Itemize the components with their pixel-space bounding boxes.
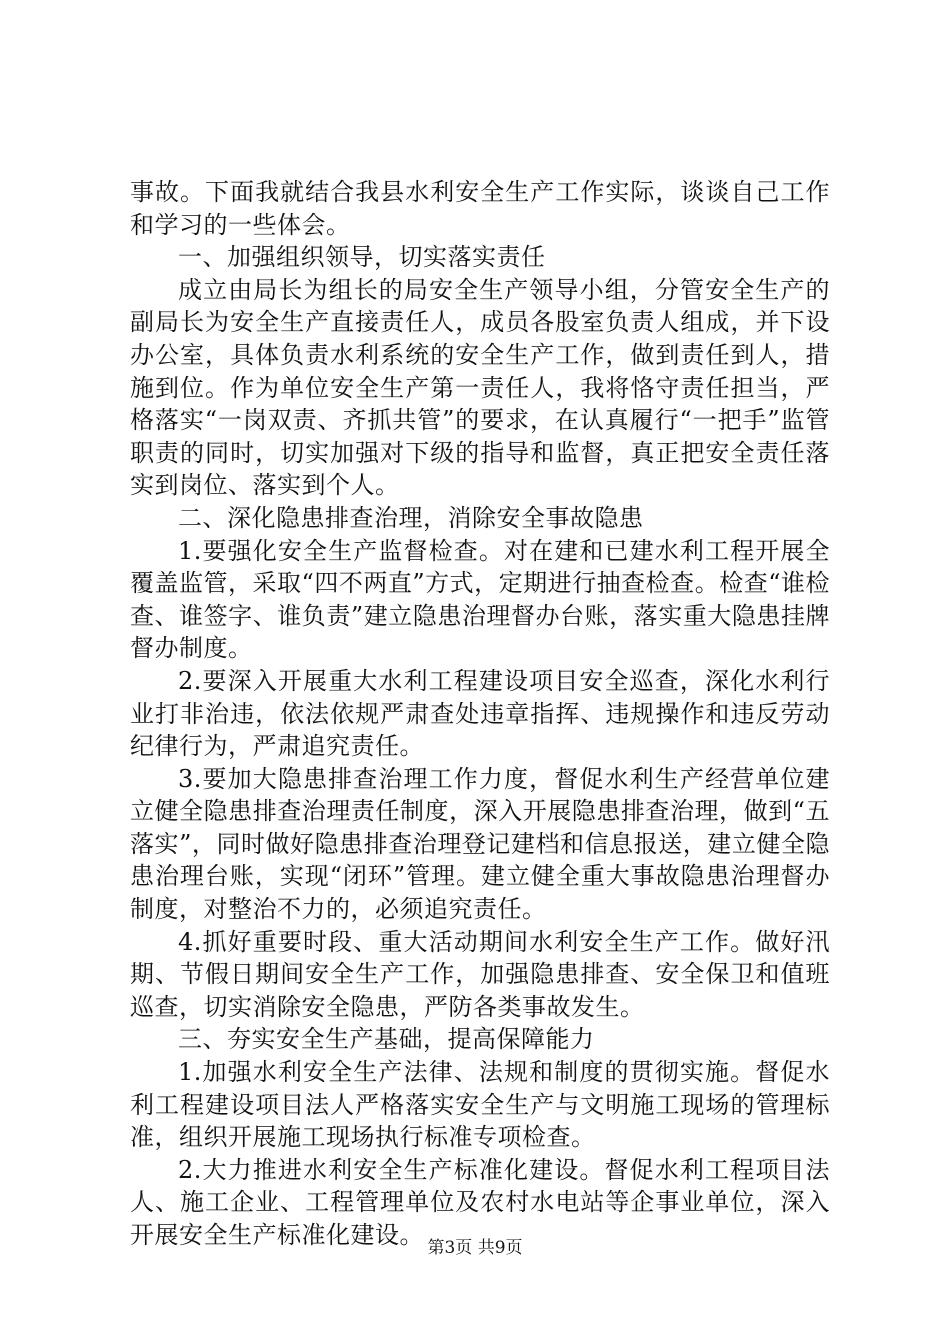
paragraph-item-2-2: 2.要深入开展重大水利工程建设项目安全巡查，深化水利行业打非治违，依法依规严肃查处违章指挥、违规操作和违反劳动纪律行为，严肃追究责任。 (130, 666, 830, 761)
section-heading-2: 二、深化隐患排查治理，消除安全事故隐患 (178, 503, 644, 532)
page-footer: 第3页 共9页 (427, 1238, 523, 1258)
paragraph-item-2-3: 3.要加大隐患排查治理工作力度，督促水利生产经营单位建立健全隐患排查治理责任制度，深入开展隐患排查治理，做到“五落实”，同时做好隐患排查治理登记建档和信息报送，建立健全隐患治理台账，实现“闭环”管理。建立健全重大事故隐患治理督办制度，对整治不力的，必须追究责任。 (130, 764, 830, 924)
document-body (130, 176, 830, 1252)
section-heading-3: 三、夯实安全生产基础，提高保障能力 (178, 1025, 595, 1054)
paragraph-1: 事故。下面我就结合我县水利安全生产工作实际，谈谈自己工作和学习的一些体会。 (130, 178, 830, 239)
paragraph-item-3-1: 1.加强水利安全生产法律、法规和制度的贯彻实施。督促水利工程建设项目法人严格落实安全生产与文明施工现场的管理标准，组织开展施工现场执行标准专项检查。 (130, 1058, 830, 1152)
paragraph-item-2-4: 4.抓好重要时段、重大活动期间水利安全生产工作。做好汛期、节假日期间安全生产工作，加强隐患排查、安全保卫和值班巡查，切实消除安全隐患，严防各类事故发生。 (130, 927, 830, 1021)
section-heading-1: 一、加强组织领导，切实落实责任 (178, 243, 546, 272)
paragraph-2: 成立由局长为组长的局安全生产领导小组，分管安全生产的副局长为安全生产直接责任人，成员各股室负责人组成，并下设办公室，具体负责水利系统的安全生产工作，做到责任到人，措施到位。作为单位安全生产第一责任人，我将恪守责任担当，严格落实“一岗双责、齐抓共管”的要求，在认真履行“一把手”监管职责的同时，切实加强对下级的指导和监督，真正把安全责任落实到岗位、落实到个人。 (130, 275, 830, 500)
paragraph-item-3-2: 2.大力推进水利安全生产标准化建设。督促水利工程项目法人、施工企业、工程管理单位及农村水电站等企事业单位，深入开展安全生产标准化建设。 (130, 1155, 830, 1249)
paragraph-item-2-1: 1.要强化安全生产监督检查。对在建和已建水利工程开展全覆盖监管，采取“四不两直”方式，定期进行抽查检查。检查“谁检查、谁签字、谁负责”建立隐患治理督办台账，落实重大隐患挂牌督办制度。 (130, 536, 830, 663)
